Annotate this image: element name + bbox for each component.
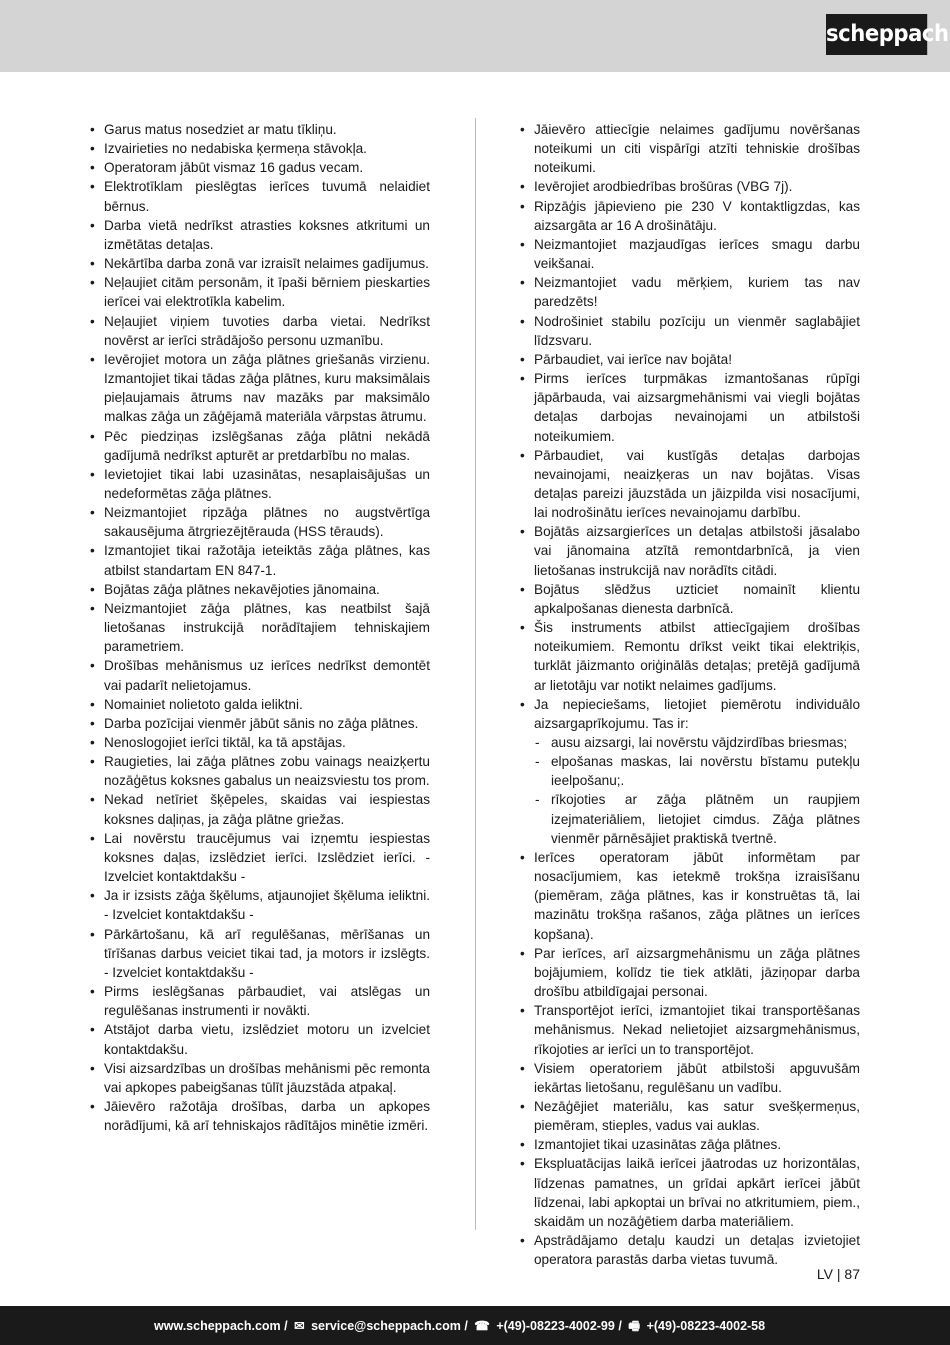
ppe-subitem: - rīkojoties ar zāģa plātnēm un raupjiem izejmateriāliem, lietojiet cimdus. Zāģa plātnes vienmēr pārnēsājiet praktiskā tvertnē. bbox=[534, 790, 860, 847]
page-number: LV | 87 bbox=[816, 1266, 860, 1282]
phone-icon: ☎ bbox=[474, 1319, 490, 1333]
brand-logo: scheppach bbox=[826, 14, 927, 55]
list-item: • Nenoslogojiet ierīci tiktāl, ka tā apstājas. bbox=[88, 733, 430, 752]
list-item: • Pārbaudiet, vai ierīce nav bojāta! bbox=[518, 350, 860, 369]
footer-separator: / bbox=[618, 1319, 622, 1333]
list-item: • Neizmantojiet ripzāģa plātnes no augstvērtīga sakausējuma ātrgriezējtērauda (HSS tērauds). bbox=[88, 503, 430, 541]
list-item: • Ievietojiet tikai labi uzasinātas, nesaplaisājušas un nedeformētas zāģa plātnes. bbox=[88, 465, 430, 503]
list-item: • Pirms ierīces turpmākas izmantošanas rūpīgi jāpārbauda, vai aizsargmehānismi vai viegli bojātas detaļas darbojas nevainojami un atbilstoši noteikumiem. bbox=[518, 369, 860, 446]
list-item: • Lai novērstu traucējumus vai izņemtu iespiestas koksnes daļas, izslēdziet ierīci. Izslēdziet ierīci. - Izvelciet kontaktdakšu - bbox=[88, 829, 430, 886]
list-item: • Izmantojiet tikai uzasinātas zāģa plātnes. bbox=[518, 1135, 860, 1154]
list-item: • Jāievēro ražotāja drošības, darba un apkopes norādījumi, kā arī tehniskajos rādītājos minētie izmēri. bbox=[88, 1097, 430, 1135]
list-item: • Šis instruments atbilst attiecīgajiem drošības noteikumiem. Remontu drīkst veikt tikai elektriķis, turklāt jāizmanto oriģinālās detaļas; pretējā gadījumā ar lietotāju var notikt nelaimes gadījums. bbox=[518, 618, 860, 695]
ppe-subitem: - elpošanas maskas, lai novērstu bīstamu putekļu ieelpošanu;. bbox=[534, 752, 860, 790]
list-item: • Visi aizsardzības un drošības mehānismi pēc remonta vai apkopes pabeigšanas tūlīt jāuzstāda atpakaļ. bbox=[88, 1059, 430, 1097]
list-item: • Ierīces operatoram jābūt informētam par nosacījumiem, kas ietekmē trokšņa izraisīšanu (piemēram, zāģa plātnes, kas ir konstruētas tā, lai mazinātu trokšņa rašanos, zāģa plātnes un ierīces kopšana). bbox=[518, 848, 860, 944]
list-item: • Ievērojiet motora un zāģa plātnes griešanās virzienu. Izmantojiet tikai tādas zāģa plātnes, kuru maksimālais pieļaujamais ātrums nav mazāks par maksimālo malkas zāģa un zāģējamā materiāla vārpstas ātrumu. bbox=[88, 350, 430, 427]
list-item: • Izmantojiet tikai ražotāja ieteiktās zāģa plātnes, kas atbilst standartam EN 847-1. bbox=[88, 541, 430, 579]
list-item: • Bojātus slēdžus uzticiet nomainīt klientu apkalpošanas dienesta darbnīcā. bbox=[518, 580, 860, 618]
footer-contact bbox=[154, 1317, 765, 1338]
list-item: • Nezāģējiet materiālu, kas satur svešķermeņus, piemēram, stieples, vadus vai auklas. bbox=[518, 1097, 860, 1135]
list-item: • Neizmantojiet vadu mērķiem, kuriem tas nav paredzēts! bbox=[518, 273, 860, 311]
mail-icon: ✉ bbox=[294, 1319, 305, 1333]
list-item: • Bojātas zāģa plātnes nekavējoties jānomaina. bbox=[88, 580, 430, 599]
list-item: • Atstājot darba vietu, izslēdziet motoru un izvelciet kontaktdakšu. bbox=[88, 1020, 430, 1058]
list-item: • Nekārtība darba zonā var izraisīt nelaimes gadījumus. bbox=[88, 254, 430, 273]
list-item: • Pārkārtošanu, kā arī regulēšanas, mērīšanas un tīrīšanas darbus veiciet tikai tad, ja motors ir izslēgts. - Izvelciet kontaktdakšu - bbox=[88, 925, 430, 982]
list-item: • Elektrotīklam pieslēgtas ierīces tuvumā nelaidiet bērnus. bbox=[88, 177, 430, 215]
list-item: • Izvairieties no nedabiska ķermeņa stāvokļa. bbox=[88, 139, 430, 158]
list-item: • Drošības mehānismus uz ierīces nedrīkst demontēt vai padarīt nelietojamus. bbox=[88, 656, 430, 694]
list-item: • Garus matus nosedziet ar matu tīkliņu. bbox=[88, 120, 430, 139]
ppe-sublist bbox=[534, 733, 860, 848]
list-item: • Nodrošiniet stabilu pozīciju un vienmēr saglabājiet līdzsvaru. bbox=[518, 312, 860, 350]
footer-separator: / bbox=[464, 1319, 468, 1333]
list-item: • Neizmantojiet zāģa plātnes, kas neatbilst šajā lietošanas instrukcijā norādītajiem tehniskajiem parametriem. bbox=[88, 599, 430, 656]
footer-fax[interactable]: +(49)-08223-4002-58 bbox=[646, 1319, 766, 1333]
list-item: • Operatoram jābūt vismaz 16 gadus vecam. bbox=[88, 158, 430, 177]
list-item: • Nomainiet nolietoto galda ieliktni. bbox=[88, 695, 430, 714]
list-item: • Ripzāģis jāpievieno pie 230 V kontaktligzdas, kas aizsargāta ar 16 A drošinātāju. bbox=[518, 197, 860, 235]
list-item: • Ekspluatācijas laikā ierīcei jāatrodas uz horizontālas, līdzenas pamatnes, un grīdai apkārt ierīcei jābūt līdzenai, labi apkoptai un brīvai no atkritumiem, piem., skaidām un nozāģētiem darba materiāliem. bbox=[518, 1154, 860, 1231]
list-item: • Neļaujiet viņiem tuvoties darba vietai. Nedrīkst novērst ar ierīci strādājošo personu uzmanību. bbox=[88, 312, 430, 350]
right-column bbox=[518, 120, 860, 1269]
list-item: • Ievērojiet arodbiedrības brošūras (VBG 7j). bbox=[518, 177, 860, 196]
list-item: • Transportējot ierīci, izmantojiet tikai transportēšanas mehānismus. Nekad nelietojiet aizsargmehānismus, rīkojoties ar ierīci un to transportējot. bbox=[518, 1001, 860, 1058]
list-item: • Par ierīces, arī aizsargmehānismu un zāģa plātnes bojājumiem, kolīdz tie tiek atklāti, jāziņopar darba drošību atbildīgajai personai. bbox=[518, 944, 860, 1001]
footer-email[interactable]: service@scheppach.com bbox=[311, 1319, 461, 1333]
left-column bbox=[88, 120, 430, 1135]
list-item: • Raugieties, lai zāģa plātnes zobu vainags neaizķertu nozāģētus koksnes gabalus un neaizsviestu tos prom. bbox=[88, 752, 430, 790]
list-item: • Pārbaudiet, vai kustīgās detaļas darbojas nevainojami, neaizķeras un nav bojātas. Visas detaļas pareizi jāuzstāda un jāizpilda visi nosacījumi, lai nodrošinātu ierīces nevainojamu darbību. bbox=[518, 446, 860, 523]
list-item: • Ja ir izsists zāģa šķēlums, atjaunojiet šķēluma ieliktni. - Izvelciet kontaktdakšu - bbox=[88, 886, 430, 924]
list-item: • Neļaujiet citām personām, it īpaši bērniem pieskarties ierīcei vai elektrotīkla kabelim. bbox=[88, 273, 430, 311]
list-item: • Neizmantojiet mazjaudīgas ierīces smagu darbu veikšanai. bbox=[518, 235, 860, 273]
list-item-ppe bbox=[518, 695, 860, 848]
list-item: • Visiem operatoriem jābūt atbilstoši apguvušām iekārtas lietošanu, regulēšanu un vadību. bbox=[518, 1059, 860, 1097]
header-band bbox=[0, 0, 950, 72]
column-divider bbox=[475, 118, 476, 1230]
list-item: • Apstrādājamo detaļu kaudzi un detaļas izvietojiet operatora parastās darba vietas tuvumā. bbox=[518, 1231, 860, 1269]
list-item: • Pirms ieslēgšanas pārbaudiet, vai atslēgas un regulēšanas instrumenti ir novākti. bbox=[88, 982, 430, 1020]
fax-icon: 🖷 bbox=[628, 1319, 641, 1333]
list-item: • Pēc piedziņas izslēgšanas zāģa plātni nekādā gadījumā nedrīkst apturēt ar pretdarbību no malas. bbox=[88, 427, 430, 465]
ppe-intro: Ja nepieciešams, lietojiet piemērotu individuālo aizsargaprīkojumu. Tas ir: bbox=[534, 696, 860, 731]
list-item: • Bojātās aizsargierīces un detaļas atbilstoši jāsalabo vai jānomaina atzītā remontdarbnīcā, ja vien lietošanas instrukcijā nav norādīts citādi. bbox=[518, 522, 860, 579]
footer-website[interactable]: www.scheppach.com / bbox=[154, 1319, 288, 1333]
ppe-subitem: - ausu aizsargi, lai novērstu vājdzirdības briesmas; bbox=[534, 733, 860, 752]
list-item: • Darba vietā nedrīkst atrasties koksnes atkritumi un izmētātas detaļas. bbox=[88, 216, 430, 254]
footer-phone[interactable]: +(49)-08223-4002-99 bbox=[496, 1319, 615, 1333]
list-item: • Jāievēro attiecīgie nelaimes gadījumu novēršanas noteikumi un citi vispārīgi atzīti tehniskie drošības noteikumi. bbox=[518, 120, 860, 177]
list-item: • Nekad netīriet šķēpeles, skaidas vai iespiestas koksnes daļiņas, ja zāģa plātne griežas. bbox=[88, 790, 430, 828]
list-item: • Darba pozīcijai vienmēr jābūt sānis no zāģa plātnes. bbox=[88, 714, 430, 733]
